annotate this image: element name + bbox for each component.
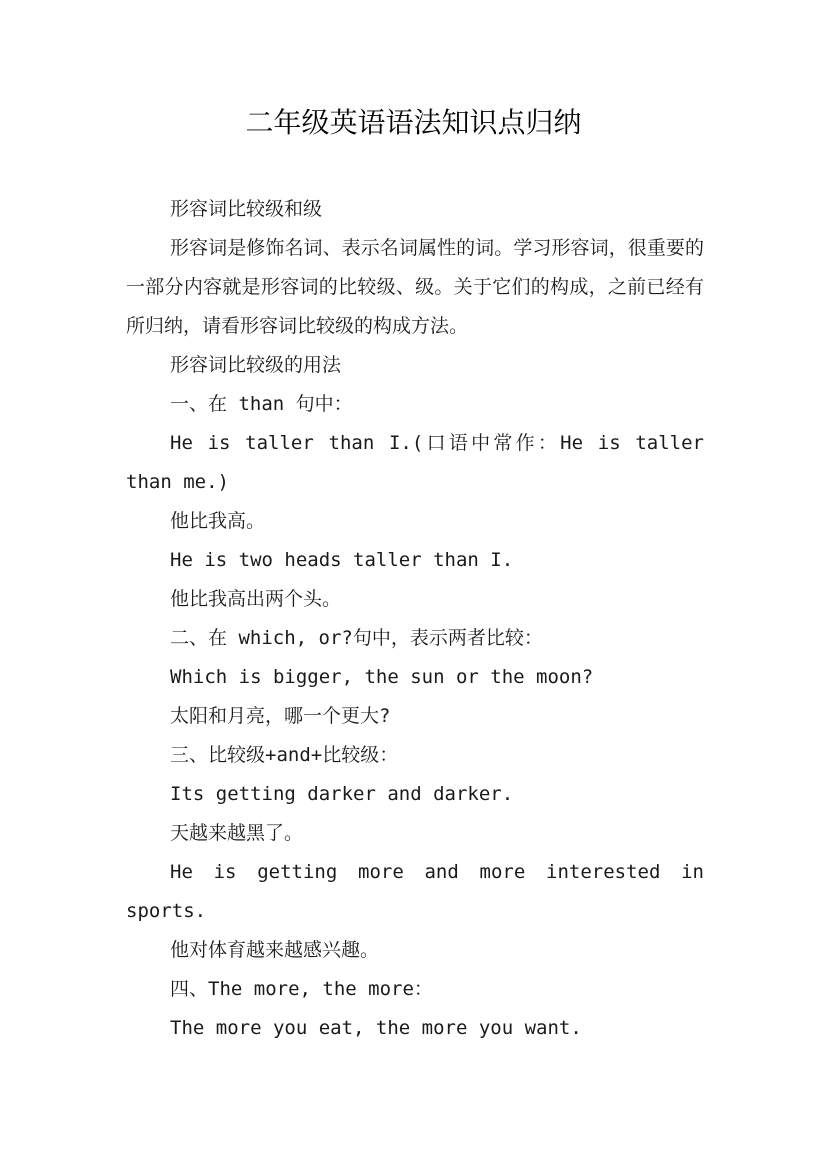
section-heading: 形容词比较级和级 [170, 198, 323, 220]
list-heading: 二、在 which, or?句中，表示两者比较： [170, 627, 543, 649]
list-heading: 四、The more, the more： [170, 978, 433, 1000]
example-translation: 他比我高。 [170, 510, 266, 532]
example-translation: 他对体育越来越感兴趣。 [170, 939, 380, 961]
example-sentence: Its getting darker and darker. [170, 783, 514, 805]
example-translation: 天越来越黑了。 [170, 822, 304, 844]
example-sentence: He is getting more and more interested in sports. [126, 861, 704, 922]
example-sentence: Which is bigger, the sun or the moon? [170, 666, 594, 688]
example-translation: 太阳和月亮，哪一个更大? [170, 705, 391, 727]
section-heading: 形容词比较级的用法 [170, 354, 342, 376]
list-heading: 一、在 than 句中： [170, 393, 353, 415]
example-sentence: The more you eat, the more you want. [170, 1017, 582, 1039]
example-sentence: He is two heads taller than I. [170, 549, 514, 571]
document-body [126, 190, 704, 1048]
list-heading: 三、比较级+and+比较级： [170, 744, 399, 766]
example-translation: 他比我高出两个头。 [170, 588, 342, 610]
document-title: 二年级英语语法知识点归纳 [245, 106, 582, 139]
paragraph: 形容词是修饰名词、表示名词属性的词。学习形容词，很重要的一部分内容就是形容词的比较级、级。关于它们的构成，之前已经有所归纳，请看形容词比较级的构成方法。 [126, 237, 704, 337]
example-sentence: He is taller than I.(口语中常作：He is taller than me.) [126, 432, 704, 493]
